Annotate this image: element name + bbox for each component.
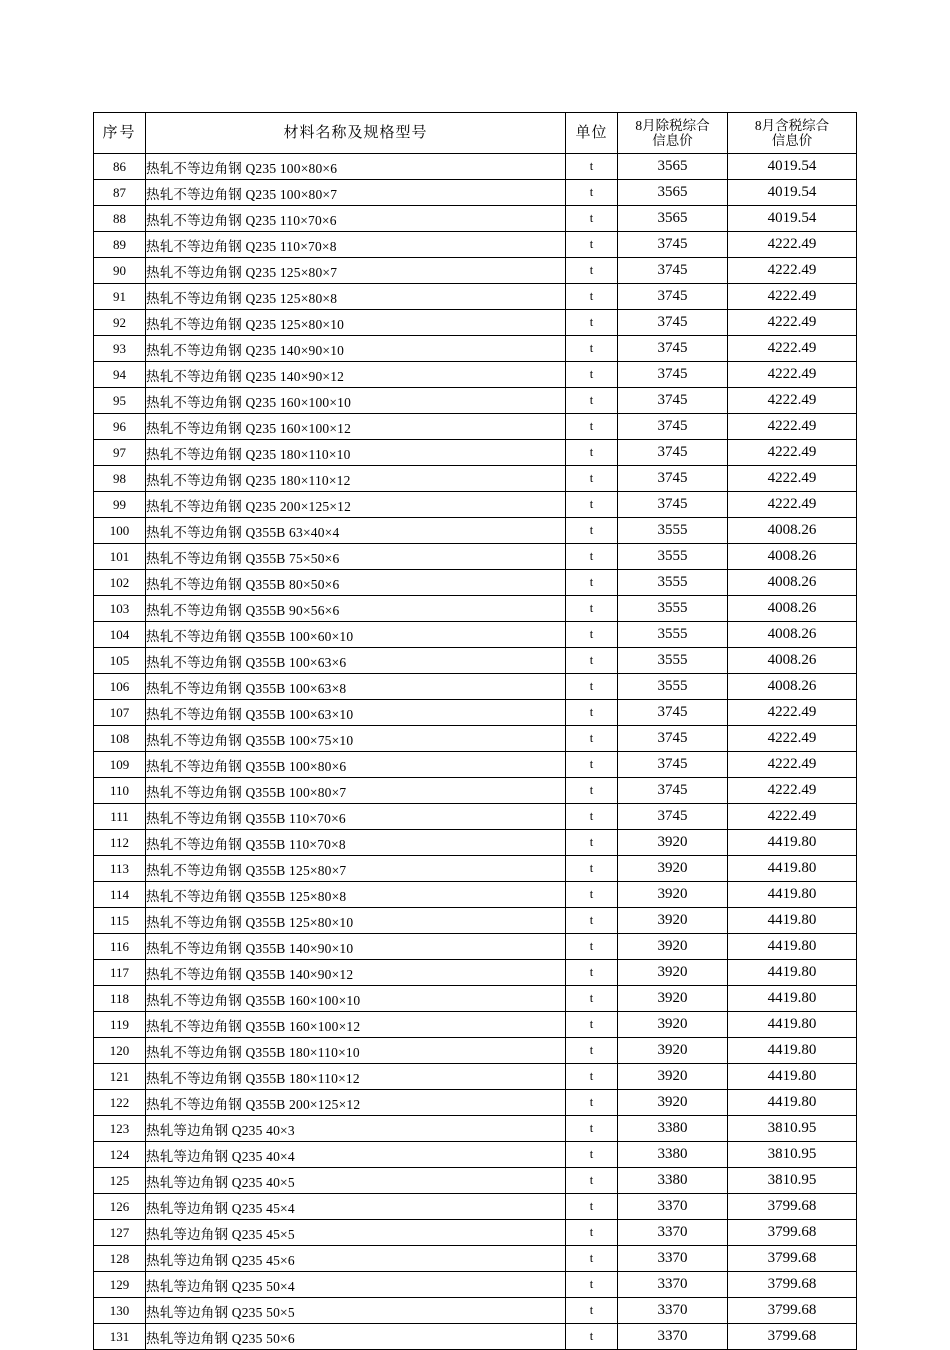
- column-header-name: 材料名称及规格型号: [146, 113, 566, 154]
- cell-index: 125: [94, 1168, 146, 1194]
- cell-index: 97: [94, 440, 146, 466]
- cell-material-name: 热轧不等边角钢 Q355B 160×100×12: [146, 1012, 566, 1038]
- cell-price-in-tax: 4222.49: [728, 310, 857, 336]
- table-row: [94, 362, 857, 388]
- cell-unit: t: [566, 596, 618, 622]
- cell-index: 123: [94, 1116, 146, 1142]
- cell-material-name: 热轧不等边角钢 Q235 125×80×8: [146, 284, 566, 310]
- cell-price-in-tax: 4008.26: [728, 648, 857, 674]
- table-row: [94, 570, 857, 596]
- cell-material-name: 热轧不等边角钢 Q355B 100×75×10: [146, 726, 566, 752]
- cell-index: 86: [94, 154, 146, 180]
- cell-price-ex-tax: 3555: [618, 648, 728, 674]
- cell-index: 92: [94, 310, 146, 336]
- cell-unit: t: [566, 180, 618, 206]
- cell-unit: t: [566, 622, 618, 648]
- cell-price-in-tax: 3799.68: [728, 1246, 857, 1272]
- table-row: [94, 544, 857, 570]
- table-row: [94, 414, 857, 440]
- cell-price-in-tax: 4222.49: [728, 492, 857, 518]
- cell-price-in-tax: 4419.80: [728, 1038, 857, 1064]
- cell-index: 114: [94, 882, 146, 908]
- cell-price-in-tax: 4419.80: [728, 960, 857, 986]
- cell-price-ex-tax: 3370: [618, 1194, 728, 1220]
- cell-material-name: 热轧不等边角钢 Q235 140×90×10: [146, 336, 566, 362]
- table-row: [94, 1116, 857, 1142]
- column-header-unit: 单位: [566, 113, 618, 154]
- cell-material-name: 热轧不等边角钢 Q235 180×110×10: [146, 440, 566, 466]
- table-row: [94, 882, 857, 908]
- cell-unit: t: [566, 518, 618, 544]
- cell-price-in-tax: 4222.49: [728, 388, 857, 414]
- cell-index: 113: [94, 856, 146, 882]
- cell-price-in-tax: 4419.80: [728, 856, 857, 882]
- cell-material-name: 热轧等边角钢 Q235 40×3: [146, 1116, 566, 1142]
- cell-price-in-tax: 4419.80: [728, 830, 857, 856]
- table-row: [94, 596, 857, 622]
- cell-price-in-tax: 4008.26: [728, 674, 857, 700]
- cell-price-ex-tax: 3745: [618, 466, 728, 492]
- cell-material-name: 热轧不等边角钢 Q355B 100×63×6: [146, 648, 566, 674]
- cell-unit: t: [566, 700, 618, 726]
- cell-material-name: 热轧不等边角钢 Q355B 180×110×10: [146, 1038, 566, 1064]
- cell-price-ex-tax: 3745: [618, 492, 728, 518]
- cell-index: 129: [94, 1272, 146, 1298]
- table-row: [94, 934, 857, 960]
- cell-unit: t: [566, 752, 618, 778]
- cell-unit: t: [566, 362, 618, 388]
- cell-price-in-tax: 4222.49: [728, 752, 857, 778]
- cell-unit: t: [566, 336, 618, 362]
- cell-index: 103: [94, 596, 146, 622]
- cell-index: 115: [94, 908, 146, 934]
- cell-unit: t: [566, 440, 618, 466]
- cell-price-ex-tax: 3745: [618, 232, 728, 258]
- cell-index: 100: [94, 518, 146, 544]
- table-row: [94, 284, 857, 310]
- cell-index: 89: [94, 232, 146, 258]
- cell-price-in-tax: 3799.68: [728, 1324, 857, 1350]
- cell-material-name: 热轧不等边角钢 Q235 140×90×12: [146, 362, 566, 388]
- cell-index: 95: [94, 388, 146, 414]
- cell-unit: t: [566, 1116, 618, 1142]
- cell-price-ex-tax: 3920: [618, 882, 728, 908]
- cell-unit: t: [566, 1220, 618, 1246]
- cell-index: 108: [94, 726, 146, 752]
- table-row: [94, 1168, 857, 1194]
- cell-material-name: 热轧不等边角钢 Q235 100×80×6: [146, 154, 566, 180]
- cell-price-ex-tax: 3370: [618, 1324, 728, 1350]
- table-row: [94, 310, 857, 336]
- cell-price-ex-tax: 3920: [618, 1090, 728, 1116]
- cell-unit: t: [566, 648, 618, 674]
- table-body: [94, 154, 857, 1350]
- cell-price-ex-tax: 3745: [618, 440, 728, 466]
- cell-price-ex-tax: 3370: [618, 1298, 728, 1324]
- column-header-price-in-tax: [728, 113, 857, 154]
- cell-price-ex-tax: 3745: [618, 726, 728, 752]
- cell-unit: t: [566, 960, 618, 986]
- cell-unit: t: [566, 1090, 618, 1116]
- table-row: [94, 700, 857, 726]
- cell-material-name: 热轧不等边角钢 Q355B 100×80×7: [146, 778, 566, 804]
- cell-index: 118: [94, 986, 146, 1012]
- cell-index: 87: [94, 180, 146, 206]
- price-table-container: [93, 112, 856, 1350]
- cell-unit: t: [566, 492, 618, 518]
- cell-price-in-tax: 4008.26: [728, 544, 857, 570]
- cell-material-name: 热轧等边角钢 Q235 45×5: [146, 1220, 566, 1246]
- cell-unit: t: [566, 986, 618, 1012]
- cell-unit: t: [566, 882, 618, 908]
- cell-material-name: 热轧不等边角钢 Q355B 160×100×10: [146, 986, 566, 1012]
- cell-index: 90: [94, 258, 146, 284]
- table-row: [94, 752, 857, 778]
- cell-price-ex-tax: 3555: [618, 518, 728, 544]
- cell-price-ex-tax: 3555: [618, 544, 728, 570]
- cell-material-name: 热轧不等边角钢 Q235 110×70×8: [146, 232, 566, 258]
- cell-material-name: 热轧不等边角钢 Q235 110×70×6: [146, 206, 566, 232]
- cell-price-ex-tax: 3370: [618, 1246, 728, 1272]
- cell-price-ex-tax: 3745: [618, 388, 728, 414]
- cell-price-in-tax: 4419.80: [728, 908, 857, 934]
- cell-price-ex-tax: 3920: [618, 1038, 728, 1064]
- cell-material-name: 热轧等边角钢 Q235 50×4: [146, 1272, 566, 1298]
- cell-price-in-tax: 4419.80: [728, 1090, 857, 1116]
- cell-price-ex-tax: 3370: [618, 1220, 728, 1246]
- table-row: [94, 1142, 857, 1168]
- cell-index: 111: [94, 804, 146, 830]
- table-row: [94, 1324, 857, 1350]
- cell-price-ex-tax: 3920: [618, 1012, 728, 1038]
- table-row: [94, 856, 857, 882]
- cell-price-ex-tax: 3920: [618, 908, 728, 934]
- cell-unit: t: [566, 908, 618, 934]
- cell-material-name: 热轧等边角钢 Q235 50×6: [146, 1324, 566, 1350]
- cell-price-ex-tax: 3745: [618, 804, 728, 830]
- cell-price-in-tax: 4222.49: [728, 440, 857, 466]
- cell-price-ex-tax: 3745: [618, 700, 728, 726]
- cell-index: 128: [94, 1246, 146, 1272]
- cell-price-in-tax: 4222.49: [728, 232, 857, 258]
- cell-price-ex-tax: 3745: [618, 258, 728, 284]
- cell-price-ex-tax: 3745: [618, 310, 728, 336]
- cell-unit: t: [566, 1064, 618, 1090]
- cell-index: 94: [94, 362, 146, 388]
- cell-price-in-tax: 4419.80: [728, 986, 857, 1012]
- cell-price-ex-tax: 3555: [618, 674, 728, 700]
- cell-material-name: 热轧不等边角钢 Q235 180×110×12: [146, 466, 566, 492]
- cell-unit: t: [566, 544, 618, 570]
- table-row: [94, 492, 857, 518]
- cell-index: 110: [94, 778, 146, 804]
- cell-material-name: 热轧不等边角钢 Q235 160×100×10: [146, 388, 566, 414]
- table-row: [94, 830, 857, 856]
- table-row: [94, 180, 857, 206]
- cell-material-name: 热轧不等边角钢 Q235 200×125×12: [146, 492, 566, 518]
- cell-price-ex-tax: 3920: [618, 934, 728, 960]
- cell-material-name: 热轧不等边角钢 Q355B 100×63×10: [146, 700, 566, 726]
- cell-price-in-tax: 4222.49: [728, 700, 857, 726]
- cell-price-in-tax: 4222.49: [728, 258, 857, 284]
- table-row: [94, 258, 857, 284]
- cell-material-name: 热轧不等边角钢 Q355B 110×70×8: [146, 830, 566, 856]
- table-row: [94, 466, 857, 492]
- column-header-price-in-tax-line1: 8月含税综合: [754, 117, 830, 133]
- table-row: [94, 674, 857, 700]
- column-header-price-ex-tax-line1: 8月除税综合: [635, 117, 710, 133]
- cell-index: 127: [94, 1220, 146, 1246]
- column-header-index: 序号: [94, 113, 146, 154]
- cell-unit: t: [566, 726, 618, 752]
- cell-unit: t: [566, 232, 618, 258]
- table-row: [94, 336, 857, 362]
- table-row: [94, 1038, 857, 1064]
- cell-price-ex-tax: 3920: [618, 986, 728, 1012]
- table-row: [94, 1064, 857, 1090]
- cell-unit: t: [566, 1168, 618, 1194]
- cell-material-name: 热轧不等边角钢 Q355B 110×70×6: [146, 804, 566, 830]
- cell-price-ex-tax: 3745: [618, 284, 728, 310]
- cell-price-in-tax: 4222.49: [728, 726, 857, 752]
- material-price-table: [93, 112, 857, 1350]
- table-row: [94, 1272, 857, 1298]
- cell-index: 126: [94, 1194, 146, 1220]
- cell-price-ex-tax: 3380: [618, 1168, 728, 1194]
- table-row: [94, 206, 857, 232]
- table-row: [94, 960, 857, 986]
- table-row: [94, 778, 857, 804]
- cell-price-ex-tax: 3380: [618, 1116, 728, 1142]
- cell-material-name: 热轧等边角钢 Q235 50×5: [146, 1298, 566, 1324]
- cell-material-name: 热轧不等边角钢 Q355B 125×80×10: [146, 908, 566, 934]
- cell-index: 116: [94, 934, 146, 960]
- cell-price-in-tax: 4222.49: [728, 804, 857, 830]
- cell-price-in-tax: 4008.26: [728, 596, 857, 622]
- cell-material-name: 热轧不等边角钢 Q235 100×80×7: [146, 180, 566, 206]
- table-row: [94, 1246, 857, 1272]
- column-header-price-ex-tax: [618, 113, 728, 154]
- cell-material-name: 热轧不等边角钢 Q235 125×80×10: [146, 310, 566, 336]
- table-header: [94, 113, 857, 154]
- cell-price-in-tax: 3799.68: [728, 1220, 857, 1246]
- cell-material-name: 热轧等边角钢 Q235 45×6: [146, 1246, 566, 1272]
- cell-price-in-tax: 4222.49: [728, 466, 857, 492]
- table-row: [94, 986, 857, 1012]
- cell-price-in-tax: 4419.80: [728, 1012, 857, 1038]
- cell-material-name: 热轧不等边角钢 Q355B 140×90×12: [146, 960, 566, 986]
- cell-unit: t: [566, 1194, 618, 1220]
- table-row: [94, 440, 857, 466]
- cell-unit: t: [566, 856, 618, 882]
- cell-unit: t: [566, 154, 618, 180]
- cell-price-ex-tax: 3565: [618, 206, 728, 232]
- cell-price-in-tax: 3810.95: [728, 1142, 857, 1168]
- table-row: [94, 232, 857, 258]
- cell-price-ex-tax: 3745: [618, 752, 728, 778]
- cell-price-in-tax: 4019.54: [728, 206, 857, 232]
- cell-material-name: 热轧不等边角钢 Q355B 100×60×10: [146, 622, 566, 648]
- cell-index: 130: [94, 1298, 146, 1324]
- table-row: [94, 1298, 857, 1324]
- cell-index: 112: [94, 830, 146, 856]
- cell-material-name: 热轧不等边角钢 Q355B 140×90×10: [146, 934, 566, 960]
- cell-price-in-tax: 3799.68: [728, 1272, 857, 1298]
- cell-index: 124: [94, 1142, 146, 1168]
- cell-price-in-tax: 4419.80: [728, 1064, 857, 1090]
- cell-material-name: 热轧等边角钢 Q235 40×4: [146, 1142, 566, 1168]
- cell-unit: t: [566, 1324, 618, 1350]
- cell-price-in-tax: 3810.95: [728, 1168, 857, 1194]
- cell-index: 98: [94, 466, 146, 492]
- cell-material-name: 热轧不等边角钢 Q355B 63×40×4: [146, 518, 566, 544]
- cell-unit: t: [566, 830, 618, 856]
- table-row: [94, 804, 857, 830]
- cell-price-in-tax: 4222.49: [728, 778, 857, 804]
- table-row: [94, 726, 857, 752]
- cell-unit: t: [566, 1142, 618, 1168]
- cell-price-in-tax: 4222.49: [728, 336, 857, 362]
- table-row: [94, 1220, 857, 1246]
- cell-index: 91: [94, 284, 146, 310]
- table-row: [94, 1012, 857, 1038]
- cell-price-ex-tax: 3565: [618, 154, 728, 180]
- cell-index: 122: [94, 1090, 146, 1116]
- table-header-row: [94, 113, 857, 154]
- cell-unit: t: [566, 1012, 618, 1038]
- cell-price-in-tax: 3799.68: [728, 1194, 857, 1220]
- cell-material-name: 热轧不等边角钢 Q355B 125×80×7: [146, 856, 566, 882]
- cell-unit: t: [566, 206, 618, 232]
- cell-price-ex-tax: 3920: [618, 830, 728, 856]
- cell-price-ex-tax: 3370: [618, 1272, 728, 1298]
- column-header-price-in-tax-line2: 信息价: [771, 133, 813, 148]
- cell-material-name: 热轧不等边角钢 Q355B 90×56×6: [146, 596, 566, 622]
- cell-index: 104: [94, 622, 146, 648]
- table-row: [94, 388, 857, 414]
- cell-index: 109: [94, 752, 146, 778]
- cell-unit: t: [566, 674, 618, 700]
- cell-price-ex-tax: 3745: [618, 778, 728, 804]
- cell-material-name: 热轧不等边角钢 Q355B 100×63×8: [146, 674, 566, 700]
- table-row: [94, 648, 857, 674]
- cell-material-name: 热轧不等边角钢 Q235 125×80×7: [146, 258, 566, 284]
- cell-unit: t: [566, 414, 618, 440]
- cell-index: 119: [94, 1012, 146, 1038]
- cell-material-name: 热轧等边角钢 Q235 45×4: [146, 1194, 566, 1220]
- cell-price-in-tax: 4019.54: [728, 154, 857, 180]
- cell-unit: t: [566, 1246, 618, 1272]
- cell-price-ex-tax: 3745: [618, 414, 728, 440]
- cell-price-in-tax: 4222.49: [728, 362, 857, 388]
- cell-material-name: 热轧不等边角钢 Q355B 75×50×6: [146, 544, 566, 570]
- cell-price-in-tax: 4008.26: [728, 570, 857, 596]
- cell-unit: t: [566, 570, 618, 596]
- cell-index: 96: [94, 414, 146, 440]
- cell-index: 106: [94, 674, 146, 700]
- cell-price-ex-tax: 3555: [618, 596, 728, 622]
- table-row: [94, 154, 857, 180]
- cell-unit: t: [566, 388, 618, 414]
- table-row: [94, 1090, 857, 1116]
- cell-index: 102: [94, 570, 146, 596]
- cell-unit: t: [566, 284, 618, 310]
- cell-index: 131: [94, 1324, 146, 1350]
- cell-price-in-tax: 4019.54: [728, 180, 857, 206]
- cell-unit: t: [566, 1038, 618, 1064]
- cell-price-ex-tax: 3380: [618, 1142, 728, 1168]
- cell-price-ex-tax: 3565: [618, 180, 728, 206]
- cell-index: 105: [94, 648, 146, 674]
- cell-price-ex-tax: 3920: [618, 960, 728, 986]
- cell-price-in-tax: 4008.26: [728, 622, 857, 648]
- cell-unit: t: [566, 258, 618, 284]
- cell-price-in-tax: 4419.80: [728, 882, 857, 908]
- cell-price-in-tax: 4222.49: [728, 284, 857, 310]
- cell-material-name: 热轧不等边角钢 Q355B 100×80×6: [146, 752, 566, 778]
- cell-material-name: 热轧不等边角钢 Q355B 80×50×6: [146, 570, 566, 596]
- cell-unit: t: [566, 804, 618, 830]
- cell-unit: t: [566, 778, 618, 804]
- cell-material-name: 热轧不等边角钢 Q235 160×100×12: [146, 414, 566, 440]
- cell-price-in-tax: 4008.26: [728, 518, 857, 544]
- cell-price-in-tax: 4222.49: [728, 414, 857, 440]
- cell-price-ex-tax: 3745: [618, 362, 728, 388]
- cell-material-name: 热轧等边角钢 Q235 40×5: [146, 1168, 566, 1194]
- cell-index: 120: [94, 1038, 146, 1064]
- cell-price-ex-tax: 3555: [618, 570, 728, 596]
- table-row: [94, 1194, 857, 1220]
- table-row: [94, 908, 857, 934]
- cell-price-ex-tax: 3555: [618, 622, 728, 648]
- cell-index: 93: [94, 336, 146, 362]
- cell-index: 99: [94, 492, 146, 518]
- cell-price-ex-tax: 3920: [618, 1064, 728, 1090]
- table-row: [94, 518, 857, 544]
- cell-unit: t: [566, 310, 618, 336]
- cell-unit: t: [566, 466, 618, 492]
- cell-price-in-tax: 3810.95: [728, 1116, 857, 1142]
- cell-index: 88: [94, 206, 146, 232]
- cell-unit: t: [566, 934, 618, 960]
- table-row: [94, 622, 857, 648]
- cell-index: 117: [94, 960, 146, 986]
- cell-price-in-tax: 3799.68: [728, 1298, 857, 1324]
- cell-index: 101: [94, 544, 146, 570]
- cell-price-ex-tax: 3745: [618, 336, 728, 362]
- cell-price-ex-tax: 3920: [618, 856, 728, 882]
- cell-index: 121: [94, 1064, 146, 1090]
- cell-index: 107: [94, 700, 146, 726]
- cell-unit: t: [566, 1298, 618, 1324]
- cell-material-name: 热轧不等边角钢 Q355B 180×110×12: [146, 1064, 566, 1090]
- cell-material-name: 热轧不等边角钢 Q355B 200×125×12: [146, 1090, 566, 1116]
- cell-material-name: 热轧不等边角钢 Q355B 125×80×8: [146, 882, 566, 908]
- column-header-price-ex-tax-line2: 信息价: [652, 133, 693, 148]
- cell-price-in-tax: 4419.80: [728, 934, 857, 960]
- cell-unit: t: [566, 1272, 618, 1298]
